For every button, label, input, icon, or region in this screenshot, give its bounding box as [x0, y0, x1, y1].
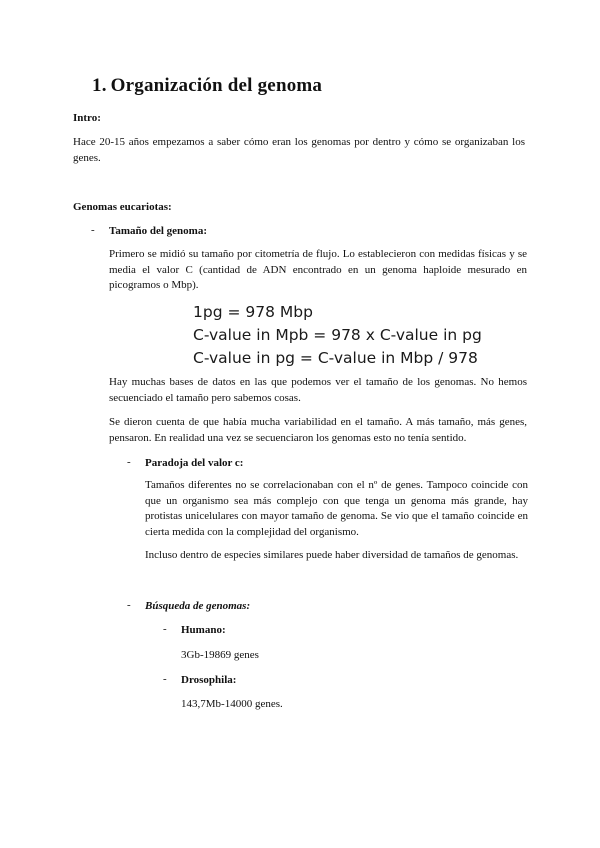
drosophila-bullet: -	[163, 673, 167, 685]
humano-value: 3Gb-19869 genes	[181, 649, 259, 661]
humano-bullet: -	[163, 623, 167, 635]
title-number: 1.	[92, 75, 107, 96]
title-text: Organización del genoma	[110, 75, 323, 96]
paradoja-paragraph-2: Incluso dentro de especies similares puede haber diversidad de tamaños de genomas.	[145, 549, 519, 561]
tamano-heading: Tamaño del genoma:	[109, 225, 207, 237]
busqueda-bullet: -	[127, 599, 131, 611]
paradoja-paragraph-1: Tamaños diferentes no se correlacionaban con el nº de genes. Tampoco coincide con que un organismo sea más complejo con que tenga un genoma más grande, hay protistas unicelulares con mayor tamaño de genoma. Se vio que el tamaño coincide en cierta medida con la complejidad del organismo.	[145, 479, 528, 538]
eucariotas-heading: Genomas eucariotas:	[73, 201, 172, 213]
paradoja-bullet: -	[127, 456, 131, 468]
drosophila-value: 143,7Mb-14000 genes.	[181, 698, 283, 710]
tamano-paragraph-3: Se dieron cuenta de que había mucha variabilidad en el tamaño. A más tamaño, más genes, pensaron. En realidad una vez se secuenciaron los genomas esto no tenía sentido.	[109, 416, 527, 444]
busqueda-heading: Búsqueda de genomas:	[145, 600, 251, 612]
tamano-paragraph-1: Primero se midió su tamaño por citometría de flujo. Lo establecieron con medidas físicas y se media el valor C (cantidad de ADN encontrado en un genoma haploide mesurado en picogramos o Mbp).	[109, 248, 527, 291]
intro-paragraph: Hace 20-15 años empezamos a saber cómo eran los genomas por dentro y cómo se organizaban los genes.	[73, 136, 525, 164]
tamano-bullet: -	[91, 224, 95, 236]
page-title	[92, 75, 322, 97]
humano-heading: Humano:	[181, 624, 226, 636]
formula-line-1: 1pg = 978 Mbp	[193, 303, 313, 321]
intro-heading: Intro:	[73, 112, 101, 124]
paradoja-heading: Paradoja del valor c:	[145, 457, 244, 469]
formula-line-2: C-value in Mpb = 978 x C-value in pg	[193, 326, 482, 344]
formula-line-3: C-value in pg = C-value in Mbp / 978	[193, 349, 478, 367]
tamano-paragraph-2: Hay muchas bases de datos en las que podemos ver el tamaño de los genomas. No hemos secuenciado el tamaño pero sabemos cosas.	[109, 376, 527, 404]
drosophila-heading: Drosophila:	[181, 674, 237, 686]
